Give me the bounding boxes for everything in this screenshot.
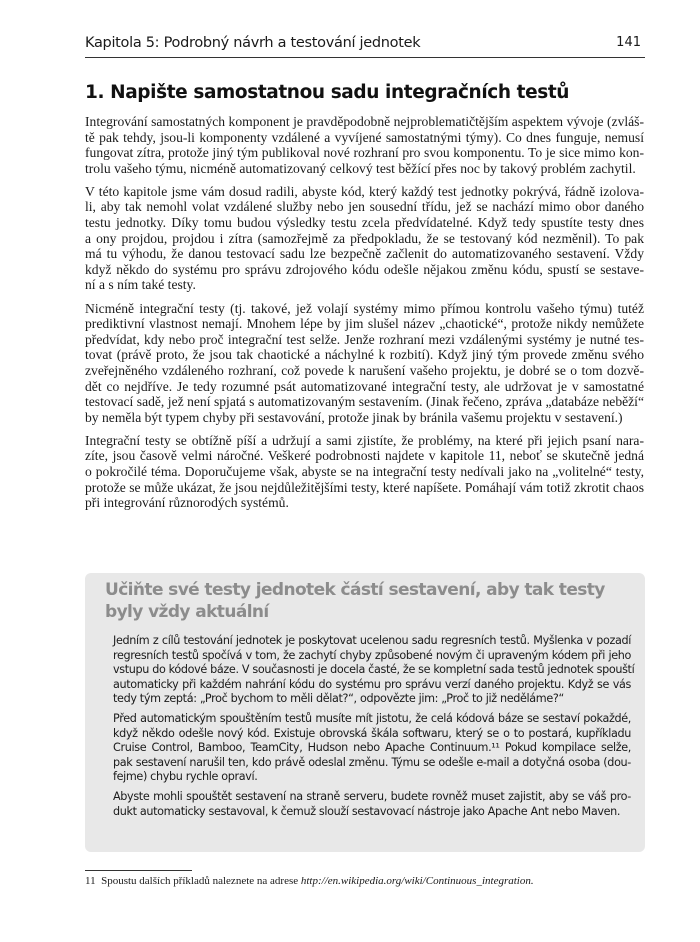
footnote-divider — [85, 870, 192, 871]
text-line: tovat (právě proto, že jsou tak chaotické a náchylné k rozbití). Když jiný tým provede změnu svého — [85, 347, 644, 363]
text-line: prediktivní vlastnost nemají. Mnohem lépe by jim slušel název „chaotické“, protože nikdy nemůžete — [85, 316, 644, 332]
footnote — [85, 875, 534, 887]
text-line: ní a s ním také testy. — [85, 277, 196, 293]
text-line: fejme) chybu rychle opraví. — [113, 770, 258, 784]
text-line: automaticky při každém nahrání kódu do systému pro správu verzí daného projektu. Když se vás — [113, 677, 631, 691]
text-line: by neměla být typem chyby při sestavování, protože jinak by bránila vašemu projektu v sestavení.) — [85, 409, 623, 425]
text-line: protože se může ukázat, že jsou nejdůležitějšími testy, které napíšete. Pomáhají vám totiž zkrotit chaos — [85, 479, 644, 495]
text-line: o pokročilé téma. Doporučujeme však, abyste se na integrační testy nedívali jako na „volitelné“ testy, — [85, 463, 644, 479]
text-line: Před automatickým spouštěním testů musíte mít jistotu, že celá kódová báze se sestaví pokaždé, — [113, 711, 631, 725]
text-line: při integrování různorodých systémů. — [85, 495, 289, 511]
sidebar-box — [85, 573, 645, 852]
running-header — [85, 33, 645, 58]
text-line: vstupu do kódové báze. V současnosti je docela časté, že se kompletní sada testů jednotek spouští — [113, 663, 635, 677]
text-line: dukt automaticky sestavoval, k čemuž slouží sestavovací nástroje jako Apache Ant nebo Maven. — [113, 804, 621, 818]
paragraph — [85, 114, 644, 176]
text-line: pak sestavení narušil ten, kdo právě odeslal změnu. Týmu se odešle e-mail a dotyčná osoba (dou- — [113, 755, 631, 769]
paragraph — [113, 712, 631, 785]
sidebar-heading: Učiňte své testy jednotek částí sestavení, aby tak testy byly vždy aktuální — [105, 580, 605, 622]
text-line: testovací sadě, jež není spjatá s automatizovaným sestavením. (Jinak řečeno, zpráva „databáze neběží“ — [85, 394, 644, 410]
text-line: a ony projdou, projdou i zítra (samozřejmě za předpokladu, že se testovaný kód nezměnil). To pak — [85, 230, 644, 246]
text-line: trolu vašeho týmu, nicméně automatizovaný celkový test běžící přes noc by takový problém zachytil. — [85, 160, 636, 176]
paragraph — [85, 301, 644, 426]
text-line: testu jednotky. Díky tomu budou výsledky testu zcela předvídatelné. Když tedy spustíte testy dnes — [85, 215, 644, 231]
text-line: když někdo odešle nový kód. Existuje obrovská škála softwaru, který se o to postará, kupříkladu — [113, 726, 631, 740]
text-line: Integrační testy se obtížně píší a udržují a sami zjistíte, že problémy, na které při jejich psaní nara- — [85, 432, 644, 448]
text-line: tě pak tehdy, jsou-li komponenty vzdálené a vyvíjené samostatnými týmy). Co dnes funguje, nemusí — [85, 129, 644, 145]
chapter-title: Kapitola 5: Podrobný návrh a testování jednotek — [85, 35, 421, 51]
text-line: V této kapitole jsme vám dosud radili, abyste kód, který každý test jednotky pokrývá, řádně izolova- — [85, 183, 644, 199]
text-line: Integrování samostatných komponent je pravděpodobně nejproblematičtějším aspektem vývoje (zvláš- — [85, 114, 644, 129]
text-line: li, aby tak nemohl volat vzdálené služby nebo jen sousední třídu, jež se nachází mimo obor daného — [85, 199, 644, 215]
text-line: fungovat zítra, protože jiný tým publikoval nové rozhraní pro svou komponentu. To je sice mimo kon- — [85, 145, 644, 161]
text-line: dět co nejdříve. Je tedy rozumné psát automatizované integrační testy, ale udržovat je v samostatné — [85, 378, 644, 394]
text-line: Jedním z cílů testování jednotek je poskytovat ucelenou sadu regresních testů. Myšlenka v pozadí — [113, 634, 631, 647]
text-line: regresních testů spočívá v tom, že zachytí chyby způsobené novým či upraveným kódem při jeho — [113, 648, 631, 662]
text-line: Abyste mohli spouštět sestavení na straně serveru, budete rovněž muset zajistit, aby se váš pro- — [113, 789, 631, 803]
paragraph — [85, 184, 644, 293]
paragraph — [113, 634, 635, 707]
text-line: zíte, jsou časově velmi náročné. Veškeré podrobnosti najdete v kapitole 11, neboť se skutečně jedná — [85, 448, 644, 464]
page-number: 141 — [616, 35, 641, 50]
footnote-text: Spoustu dalších příkladů naleznete na adrese — [101, 875, 301, 887]
paragraph — [113, 790, 631, 819]
text-line: předvídat, kdy nebo proč integrační test selže. Jenže rozhraní mezi vzdálenými systémy je nutné tes- — [85, 331, 644, 347]
body-text — [85, 114, 644, 518]
section-heading: 1. Napište samostatnou sadu integračních testů — [85, 82, 570, 103]
text-line: Cruise Control, Bamboo, TeamCity, Hudson nebo Apache Continuum.¹¹ Pokud kompilace selže, — [113, 741, 631, 755]
sidebar-body — [113, 634, 635, 824]
text-line: tedy tým zeptá: „Proč bychom to měli dělat?“, odpovězte jim: „Proč to již neděláme?“ — [113, 692, 564, 706]
footnote-number: 11 — [85, 875, 96, 887]
text-line: zveřejněného vzdáleného rozhraní, což povede k narušení vašeho projektu, je dobré se o tom dozvě- — [85, 362, 644, 378]
footnote-url: http://en.wikipedia.org/wiki/Continuous_integration. — [300, 875, 534, 887]
text-line: když někdo do systému pro správu zdrojového kódu odešle nějakou změnu kódu, spustí se sestave- — [85, 261, 644, 277]
paragraph — [85, 433, 644, 511]
text-line: má tu výhodu, že danou testovací sadu lze bezpečně začlenit do automatizovaného sestavení. Vždy — [85, 246, 644, 262]
text-line: Nicméně integrační testy (tj. takové, jež volají systémy mimo přímou kontrolu vašeho týmu) tutéž — [85, 300, 644, 316]
